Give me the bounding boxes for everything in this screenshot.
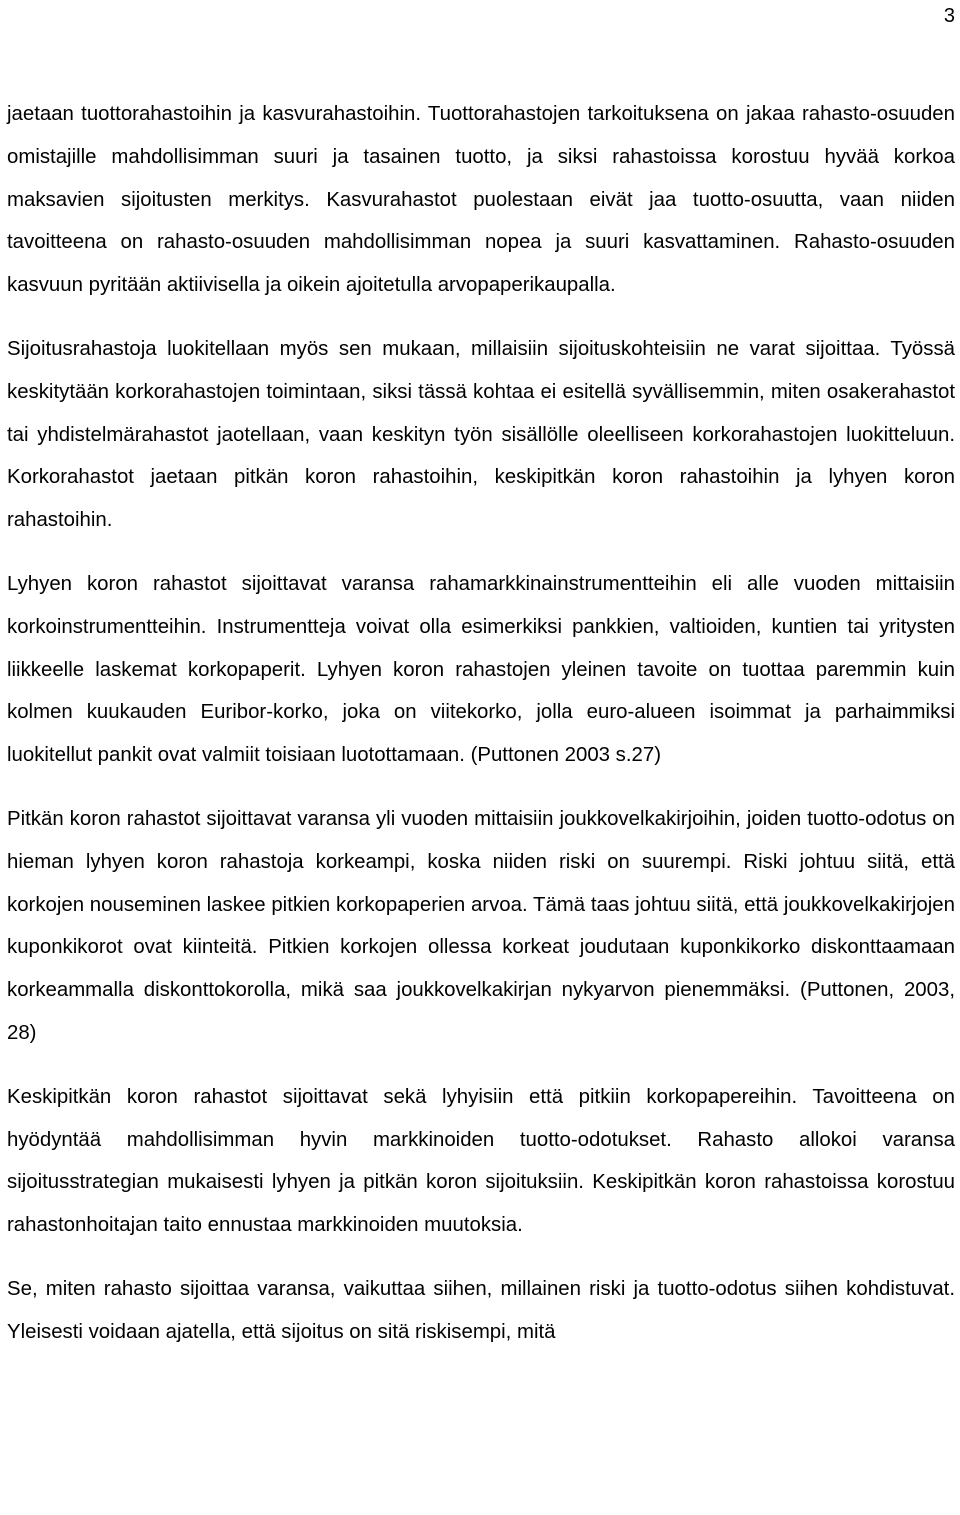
paragraph-1: jaetaan tuottorahastoihin ja kasvurahastoihin. Tuottorahastojen tarkoituksena on jakaa rahasto-osuuden omistajille mahdollisimman suuri ja tasainen tuotto, ja siksi rahastoissa korostuu hyvää korkoa maksavien sijoitusten merkitys. Kasvurahastot puolestaan eivät jaa tuotto-osuutta, vaan niiden tavoitteena on rahasto-osuuden mahdollisimman nopea ja suuri kasvattaminen. Rahasto-osuuden kasvuun pyritään aktiivisella ja oikein ajoitetulla arvopaperikaupalla. — [7, 103, 955, 297]
document-body — [7, 93, 955, 1354]
paragraph-6: Se, miten rahasto sijoittaa varansa, vaikuttaa siihen, millainen riski ja tuotto-odotus siihen kohdistuvat. Yleisesti voidaan ajatella, että sijoitus on sitä riskisempi, mitä — [7, 1277, 955, 1343]
page-number: 3 — [943, 5, 955, 27]
paragraph-3: Lyhyen koron rahastot sijoittavat varansa rahamarkkinainstrumentteihin eli alle vuoden mittaisiin korkoinstrumentteihin. Instrumentteja voivat olla esimerkiksi pankkien, valtioiden, kuntien tai yritysten liikkeelle laskemat korkopaperit. Lyhyen koron rahastojen yleinen tavoite on tuottaa paremmin kuin kolmen kuukauden Euribor-korko, joka on viitekorko, jolla euro-alueen isoimmat ja parhaimmiksi luokitellut pankit ovat valmiit toisiaan luotottamaan. (Puttonen 2003 s.27) — [7, 572, 955, 767]
paragraph-2: Sijoitusrahastoja luokitellaan myös sen mukaan, millaisiin sijoituskohteisiin ne varat sijoittaa. Työssä keskitytään korkorahastojen toimintaan, siksi tässä kohtaa ei esitellä syvällisemmin, miten osakerahastot tai yhdistelmärahastot jaotellaan, vaan keskityn työn sisällölle oleelliseen korkorahastojen luokitteluun. Korkorahastot jaetaan pitkän koron rahastoihin, keskipitkän koron rahastoihin ja lyhyen koron rahastoihin. — [7, 337, 955, 532]
paragraph-5: Keskipitkän koron rahastot sijoittavat sekä lyhyisiin että pitkiin korkopapereihin. Tavoitteena on hyödyntää mahdollisimman hyvin markkinoiden tuotto-odotukset. Rahasto allokoi varansa sijoitusstrategian mukaisesti lyhyen ja pitkän koron sijoituksiin. Keskipitkän koron rahastoissa korostuu rahastonhoitajan taito ennustaa markkinoiden muutoksia. — [7, 1085, 955, 1237]
paragraph-4: Pitkän koron rahastot sijoittavat varansa yli vuoden mittaisiin joukkovelkakirjoihin, joiden tuotto-odotus on hieman lyhyen koron rahastoja korkeampi, koska niiden riski on suurempi. Riski johtuu siitä, että korkojen nouseminen laskee pitkien korkopaperien arvoa. Tämä taas johtuu siitä, että joukkovelkakirjojen kuponkikorot ovat kiinteitä. Pitkien korkojen ollessa korkeat joudutaan kuponkikorko diskonttaamaan korkeammalla diskonttokorolla, mikä saa joukkovelkakirjan nykyarvon pienemmäksi. (Puttonen, 2003, 28) — [7, 807, 955, 1044]
